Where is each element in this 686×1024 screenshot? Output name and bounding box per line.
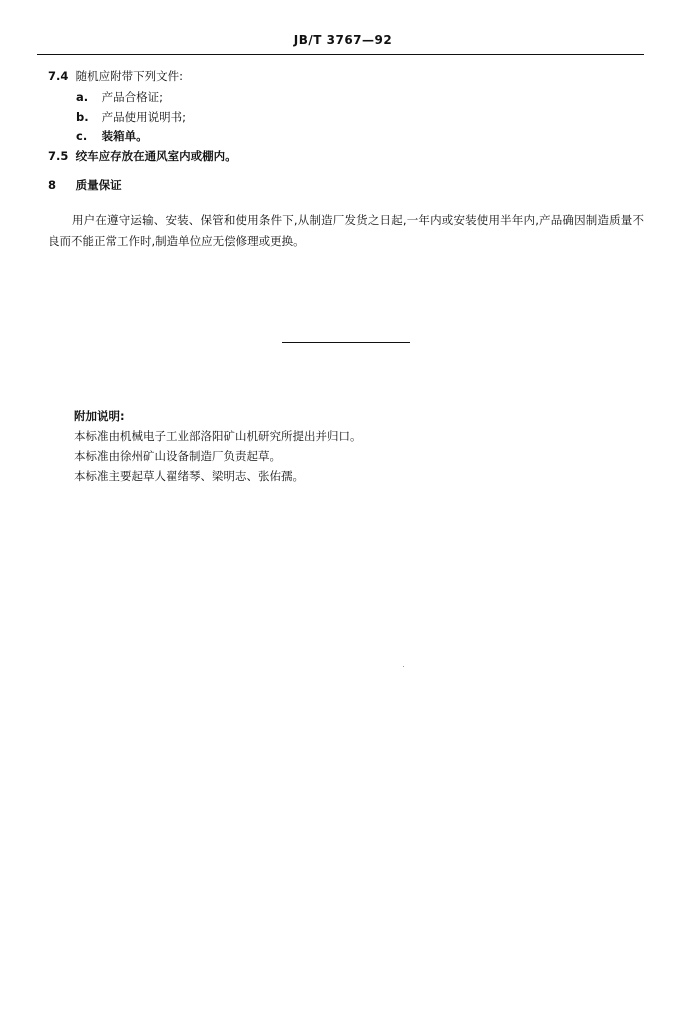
item-text: 产品合格证; [101, 90, 164, 104]
section-number: 7.5 [48, 149, 69, 163]
section-title: 质量保证 [75, 178, 122, 192]
item-text: 装箱单。 [101, 129, 148, 143]
section-8-paragraph: 用户在遵守运输、安装、保管和使用条件下,从制造厂发货之日起,一年内或安装使用半年内,产品确因制造质量不良而不能正常工作时,制造单位应无偿修理或更换。 [48, 213, 644, 248]
note-line: 本标准主要起草人翟绪琴、梁明志、张佑孺。 [74, 469, 304, 483]
end-rule [282, 342, 410, 343]
section-8-heading [48, 177, 122, 193]
document-code: JB/T 3767—92 [293, 33, 393, 47]
list-item-c [76, 128, 148, 144]
section-text: 绞车应存放在通风室内或棚内。 [75, 149, 237, 163]
scan-speck [403, 666, 404, 667]
item-letter: b. [76, 110, 89, 124]
list-item-a [76, 89, 163, 105]
item-letter: c. [76, 129, 88, 143]
section-text: 随机应附带下列文件: [75, 69, 184, 83]
section-number: 8 [48, 178, 57, 192]
notes-title: 附加说明: [74, 409, 125, 423]
section-7-4 [48, 68, 183, 84]
list-item-b [76, 109, 186, 125]
header-rule [37, 54, 644, 55]
section-number: 7.4 [48, 69, 69, 83]
item-text: 产品使用说明书; [101, 110, 187, 124]
page-header [0, 33, 686, 47]
section-7-5 [48, 148, 237, 164]
item-letter: a. [76, 90, 89, 104]
note-line: 本标准由徐州矿山设备制造厂负责起草。 [74, 449, 281, 463]
note-line: 本标准由机械电子工业部洛阳矿山机研究所提出并归口。 [74, 429, 362, 443]
